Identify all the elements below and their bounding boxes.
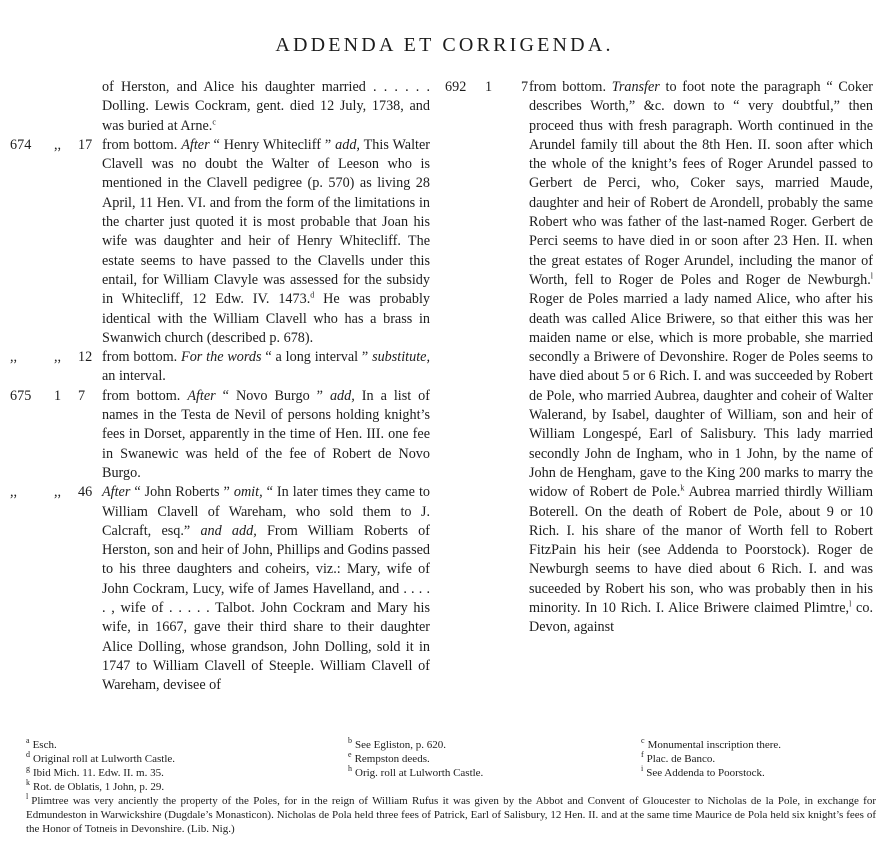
entry-text bbox=[102, 348, 430, 387]
text-run: “ Novo Burgo ” bbox=[215, 387, 330, 404]
footnote-text: Esch. bbox=[32, 739, 57, 751]
text-run: co. Devon, against bbox=[529, 600, 873, 636]
footnote-marker: a bbox=[26, 736, 30, 746]
footnote-row bbox=[26, 780, 876, 794]
footnote-text: Ibid Mich. 11. Edw. II. m. 35. bbox=[33, 767, 164, 779]
text-run: This Walter Clavell was no doubt the Walter of Leeson who is mentioned in the Clavell pedigree (p. 570) as living 28 April, 11 Hen. VI. and from the form of the limitations in the charter just quoted it is most probable that Joan his wife was daughter and heir of Henry Whitecliff. The estate seems to have passed to the Clavells under this entail, for William Clavyle was assessed for the subsidy in Whitecliff, 12 Edw. IV. 1473. bbox=[102, 136, 430, 308]
text-run: an interval. bbox=[102, 368, 166, 385]
footnote-reference: d bbox=[310, 290, 315, 300]
ref-from-number: 12 bbox=[78, 349, 93, 366]
footnote-marker: b bbox=[348, 736, 352, 746]
footnote-reference: c bbox=[212, 116, 216, 126]
footnote bbox=[26, 780, 348, 794]
italic-instruction: Transfer bbox=[611, 79, 660, 95]
left-column bbox=[0, 78, 440, 696]
italic-instruction: substitute, bbox=[372, 349, 430, 366]
footnote-long bbox=[26, 794, 876, 836]
text-run: from bottom. bbox=[529, 79, 612, 95]
footnote bbox=[641, 780, 876, 794]
entry bbox=[0, 387, 440, 483]
footnote-text: Rempston deeds. bbox=[354, 753, 430, 765]
footnote bbox=[26, 738, 348, 752]
entry-text bbox=[102, 78, 430, 136]
footnote-reference: l bbox=[849, 599, 852, 609]
footnotes bbox=[26, 738, 876, 836]
footnote-row bbox=[26, 752, 876, 766]
footnote-marker: c bbox=[641, 736, 645, 746]
ref-from-number: 17 bbox=[78, 136, 93, 153]
footnote bbox=[348, 764, 644, 780]
text-run: “ Henry Whitecliff ” bbox=[209, 136, 336, 153]
italic-instruction: add, bbox=[329, 387, 355, 404]
footnote-text: See Egliston, p. 620. bbox=[355, 739, 447, 751]
footnote-row bbox=[26, 766, 876, 780]
ref-page-number: 675 bbox=[10, 387, 32, 404]
text-run: “ John Roberts ” bbox=[130, 484, 234, 501]
footnote-reference: k bbox=[680, 483, 685, 493]
text-run: Aubrea married thirdly William Boterell. On the death of Robert de Pole, about 9 or 10 Rich. I. his share of the manor of Worth fell to Robert FitzPain his heir (see Addenda to Poorstock). Roger de Newburgh seems to have died about 6 Rich. I. and was suceeded by Robert his son, who was probably then in his minority. In 10 Rich. I. Alice Briwere claimed Plimtre, bbox=[529, 484, 873, 617]
entry-text bbox=[529, 78, 873, 638]
footnote-marker: d bbox=[26, 750, 30, 760]
footnote-text: Monumental inscription there. bbox=[647, 739, 782, 751]
footnote-reference: l bbox=[870, 271, 873, 281]
footnote bbox=[348, 738, 641, 752]
italic-instruction: After bbox=[181, 136, 210, 153]
footnote-text: See Addenda to Poorstock. bbox=[646, 767, 765, 779]
text-run: In a list of names in the Testa de Nevil of persons holding knight’s fees in Dorset, apparently in the time of Hen. III. one fee in Swanewic was held of the fee of Robert de Novo Burgo. bbox=[102, 387, 431, 481]
ref-line-number: ,, bbox=[54, 349, 62, 366]
ref-line-number: ,, bbox=[54, 484, 62, 501]
text-run: From William Roberts of Herston, son and heir of John, Phillips and Godins passed to his three daughters and coheirs, viz.: Mary, wife of John Cockram, Lucy, wife of James Havelland, and . . . . . , wife of . . . . . Talbot. John Cockram and Mary his wife, in 1667, gave their third share to their daughter Alice Dolling, whose grandson, John Dolling, sold it in 1747 to William Clavell of Steeple. William Clavell of Wareham, devisee of bbox=[102, 522, 430, 694]
text-run: He was probably identical with the William Clavell who has a brass in Swanwich church (described p. 678). bbox=[102, 291, 430, 346]
footnote-marker: e bbox=[348, 750, 352, 760]
ref-page-number: 674 bbox=[10, 136, 32, 153]
italic-instruction: omit, bbox=[233, 484, 263, 501]
footnote bbox=[641, 738, 876, 752]
ref-from-number: 46 bbox=[78, 484, 93, 501]
footnote bbox=[26, 752, 348, 766]
footnote-marker: l bbox=[26, 792, 29, 802]
footnote-text: Rot. de Oblatis, 1 John, p. 29. bbox=[33, 781, 165, 793]
footnote-text: Plac. de Banco. bbox=[646, 753, 716, 765]
entry-text bbox=[102, 483, 430, 695]
ref-from-number: 7 bbox=[521, 79, 529, 95]
text-run: of Herston, and Alice his daughter married . . . . . . Dolling. Lewis Cockram, gent. died 12 July, 1738, and was buried at Arne. bbox=[102, 79, 430, 134]
footnote-marker: k bbox=[26, 778, 30, 788]
ref-page-number: ,, bbox=[10, 484, 18, 501]
italic-instruction: add, bbox=[335, 136, 360, 153]
right-column bbox=[445, 78, 885, 638]
ref-line-number: ,, bbox=[54, 136, 62, 153]
footnote-text: Original roll at Lulworth Castle. bbox=[33, 753, 176, 765]
ref-from-number: 7 bbox=[78, 387, 86, 404]
entry-text bbox=[102, 136, 430, 348]
italic-instruction: For the words bbox=[181, 349, 262, 366]
footnote bbox=[641, 766, 876, 780]
ref-line-number: 1 bbox=[54, 387, 62, 404]
ref-line-number: 1 bbox=[485, 79, 493, 95]
footnote-marker: h bbox=[348, 764, 352, 774]
text-run: “ a long interval ” bbox=[261, 349, 373, 366]
text-run: from bottom. bbox=[102, 349, 182, 366]
footnote-marker: i bbox=[641, 764, 644, 774]
footnote-marker: g bbox=[26, 764, 30, 774]
footnote bbox=[641, 752, 876, 766]
italic-instruction: and add, bbox=[200, 522, 257, 539]
footnote-text: Plimtree was very anciently the property of the Poles, for in the reign of William Rufus it was given by the Abbot and Convent of Gloucester to Nicholas de la Pole, in exchange for Edmundeston in Warwickshire (Dugdale’s Monasticon). Nicholas de Pola held three fees of Patrick, Earl of Salisbury, 12 Hen. II. and at the same time Maurice de Pola held six knight’s fees of the Honor of Totneis in Devonshire. (Lib. Nig.) bbox=[26, 795, 876, 835]
footnote-text: Orig. roll at Lulworth Castle. bbox=[355, 767, 484, 779]
entry bbox=[0, 78, 440, 136]
entry bbox=[0, 348, 440, 387]
entry bbox=[445, 78, 885, 638]
ref-page-number: 692 bbox=[445, 79, 467, 95]
text-run: Roger de Poles married a lady named Alice, who after his death was called Alice Briwere, so that either this was her maiden name or else, which is more probable, she married secondly a Briwere of Devonshire. Roger de Poles seems to have died about 5 or 6 Rich. I. and was succeeded by Robert de Pole, who married Aubrea, daughter and coheir of Walter Walerand, by Isabel, daughter of William, son and heir of William Longespé, Earl of Salisbury. This lady married secondly John de Ingham, who in 1 John, by the name of John de Hengham, gave to the King 200 marks to marry the widow of Robert de Pole. bbox=[529, 291, 873, 501]
text-run: “ In later times they came to William Clavell of Wareham, who sold them to J. Calcraft, esq.” bbox=[102, 484, 430, 539]
page-title: ADDENDA ET CORRIGENDA. bbox=[275, 34, 614, 56]
text-run: to foot note the paragraph “ Coker describes Worth,” &c. down to “ very doubtful,” then proceed thus with fresh paragraph. Worth continued in the Arundel family till about the 8th Hen. II. soon after which the whole of the knight’s fees of Roger Arundel passed to Gerbert de Perci, who, Coker says, married Maude, daughter and heir of Robert de Arondell, probably the same Robert who was father of the last-named Roger. Gerbert de Perci seems to have died in or soon after 23 Hen. II. when the great estates of Roger Arundel, including the manor of Worth, fell to Roger de Poles and Roger de Newburgh. bbox=[529, 79, 873, 288]
ref-page-number: ,, bbox=[10, 349, 18, 366]
italic-instruction: After bbox=[187, 387, 216, 404]
footnote bbox=[26, 766, 348, 780]
entry-text bbox=[102, 387, 430, 483]
footnote-marker: f bbox=[641, 750, 644, 760]
footnote-row bbox=[26, 738, 876, 752]
entry bbox=[0, 483, 440, 695]
footnote bbox=[348, 752, 641, 766]
text-run: from bottom. bbox=[102, 387, 188, 404]
italic-instruction: After bbox=[102, 484, 131, 501]
entry bbox=[0, 136, 440, 348]
footnote bbox=[348, 780, 641, 794]
text-run: from bottom. bbox=[102, 136, 182, 153]
